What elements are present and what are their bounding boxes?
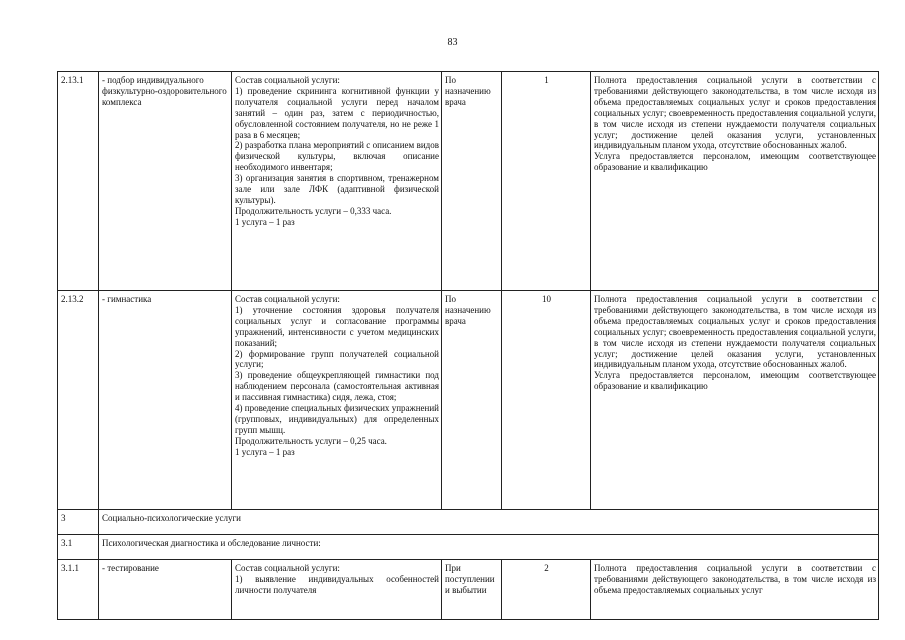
content-line: 1) выявление индивидуальных особенностей личности получателя: [235, 573, 439, 595]
quality-criteria: [591, 72, 879, 291]
content-line: Состав социальной услуги:: [235, 563, 340, 573]
service-content: [232, 72, 442, 291]
row-number: 2.13.1: [58, 72, 99, 291]
section-row: [58, 510, 879, 535]
row-number: 2.13.2: [58, 291, 99, 510]
quality-line: Полнота предоставления социальной услуги в соответствии с требованиями действующего законодательства, в том числе исходя из объема предоставляемых социальных услуг и сроков предоставления социальных услуг; своевременность предоставления социальной услуги, в том числе исходя из степени нуждаемости получателя социальных услуг; достижение целей оказания услуги, установленных индивидуальным планом ухода, отсутствие обоснованных жалоб.: [594, 294, 876, 370]
content-line: 1 услуга – 1 раз: [235, 446, 295, 457]
service-condition: По назначению врача: [442, 72, 502, 291]
quality-line: Полнота предоставления социальной услуги в соответствии с требованиями действующего законодательства, в том числе исходя из объема предоставляемых социальных услуг: [594, 563, 876, 595]
subsection-row: [58, 535, 879, 560]
content-line: 1) уточнение состояния здоровья получателя социальных услуг и согласование программы упражнений, интенсивности с учетом медицинских показаний;: [235, 304, 439, 348]
content-line: 3) проведение общеукрепляющей гимнастики под наблюдением персонала (самостоятельная активная и пассивная гимнастика) сидя, лежа, стоя;: [235, 370, 439, 403]
table-row: [58, 560, 879, 620]
service-condition: При поступлении и выбытии: [442, 560, 502, 620]
content-line: Продолжительность услуги – 0,25 часа.: [235, 435, 387, 446]
row-number: 3.1.1: [58, 560, 99, 620]
page-number: 83: [447, 37, 458, 48]
quality-line: Услуга предоставляется персоналом, имеющим соответствующее образование и квалификацию: [594, 370, 876, 392]
quality-criteria: [591, 291, 879, 510]
service-name: - гимнастика: [99, 291, 232, 510]
content-line: Состав социальной услуги:: [235, 294, 340, 304]
content-line: 1) проведение скрининга когнитивной функции у получателя социальной услуги перед началом занятий – один раз, затем с периодичностью, обусловленной состоянием получателя, но не реже 1 раза в 6 месяцев;: [235, 85, 439, 140]
service-quantity: 1: [502, 72, 591, 291]
content-line: 3) организация занятия в спортивном, тренажерном зале или зале ЛФК (адаптивной физической культуры).: [235, 173, 439, 205]
content-line: 1 услуга – 1 раз: [235, 216, 295, 227]
services-table: [57, 71, 879, 620]
subsection-number: 3.1: [58, 535, 99, 560]
content-line: Продолжительность услуги – 0,333 часа.: [235, 205, 392, 216]
table-row: [58, 291, 879, 510]
table-row: [58, 72, 879, 291]
content-line: 4) проведение специальных физических упражнений (групповых, индивидуальных) для определенных групп мышц.: [235, 403, 439, 435]
service-condition: По назначению врача: [442, 291, 502, 510]
service-name: - тестирование: [99, 560, 232, 620]
quality-criteria: [591, 560, 879, 620]
service-quantity: 2: [502, 560, 591, 620]
service-quantity: 10: [502, 291, 591, 510]
service-content: [232, 560, 442, 620]
subsection-title: Психологическая диагностика и обследование личности:: [99, 535, 879, 560]
service-name: - подбор индивидуального физкультурно-оздоровительного комплекса: [99, 72, 232, 291]
content-line: 2) разработка плана мероприятий с описанием видов физической культуры, включая описание необходимого инвентаря;: [235, 140, 439, 173]
quality-line: Полнота предоставления социальной услуги в соответствии с требованиями действующего законодательства, в том числе исходя из объема предоставляемых социальных услуг и сроков предоставления социальных услуг; своевременность предоставления социальной услуги, в том числе исходя из степени нуждаемости получателя социальных услуг; достижение целей оказания услуги, установленных индивидуальным планом ухода, отсутствие обоснованных жалоб.: [594, 75, 876, 151]
service-content: [232, 291, 442, 510]
section-title: Социально-психологические услуги: [99, 510, 879, 535]
content-line: 2) формирование групп получателей социальной услуги;: [235, 348, 439, 370]
quality-line: Услуга предоставляется персоналом, имеющим соответствующее образование и квалификацию: [594, 151, 876, 173]
content-line: Состав социальной услуги:: [235, 75, 340, 85]
section-number: 3: [58, 510, 99, 535]
